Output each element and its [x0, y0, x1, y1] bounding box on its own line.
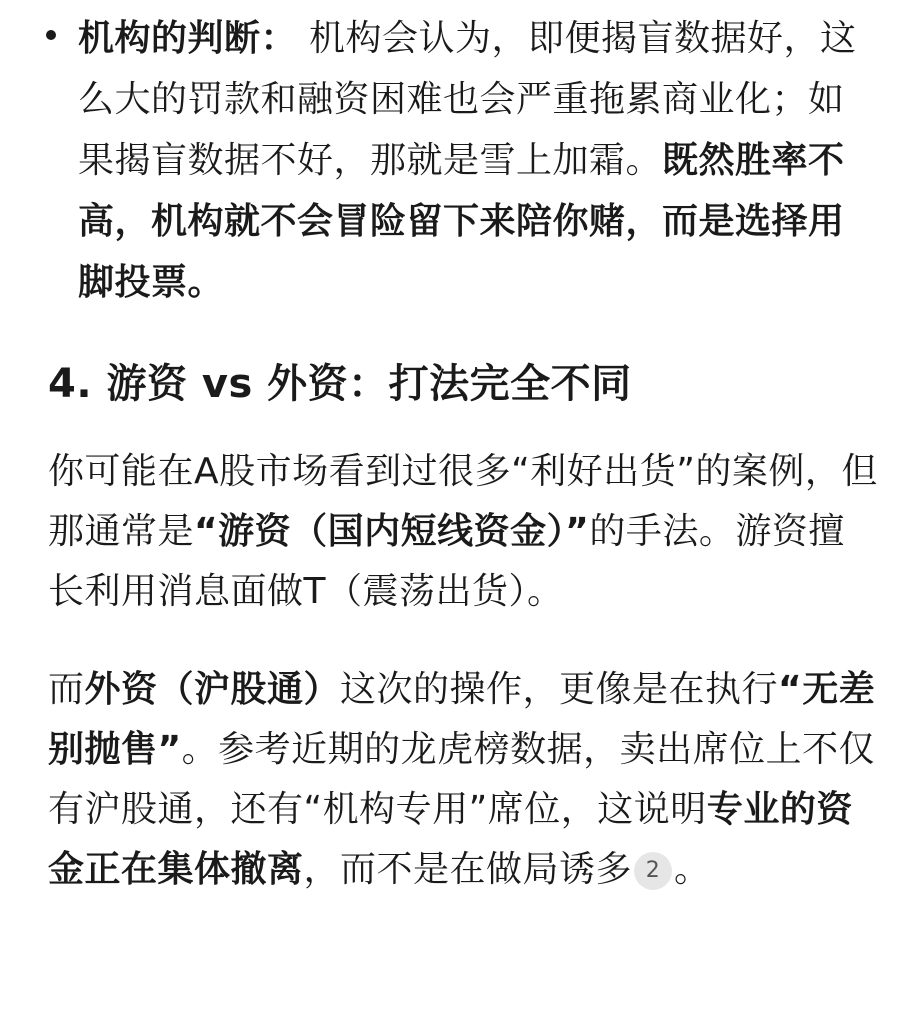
paragraph-2: [48, 660, 878, 900]
para1-text-1: 你可能在A股市场看到过很多“利好出货”的案例，但那通常是: [48, 451, 878, 552]
paragraph-1: [48, 442, 878, 622]
section-heading: 4. 游资 vs 外资：打法完全不同: [48, 361, 632, 407]
para2-text-4: ，而不是在做局诱多: [303, 849, 633, 890]
bullet-dot-icon: [46, 30, 56, 40]
para2-bold-3: 专业的资金正在集体撤离: [48, 789, 853, 890]
para1-text-2: 的手法。游资擅长利用消息面做T（震荡出货）。: [48, 511, 845, 612]
para2-bold-1: 外资（沪股通）: [84, 669, 341, 710]
bullet-bold-text: 既然胜率不高，机构就不会冒险留下来陪你赌，而是选择用脚投票。: [78, 140, 845, 303]
para1-bold-1: “游资（国内短线资金）”: [194, 511, 590, 552]
para2-text-3: 。参考近期的龙虎榜数据，卖出席位上不仅有沪股通，还有“机构专用”席位，这说明: [48, 729, 876, 830]
para2-text-1: 而: [48, 669, 85, 710]
citation-badge[interactable]: 2: [634, 852, 672, 890]
para2-text-5: 。: [674, 849, 711, 890]
para2-bold-2: “无差别抛售”: [48, 669, 876, 770]
para2-text-2: 这次的操作，更像是在执行: [340, 669, 779, 710]
bullet-text: 机构会认为，即便揭盲数据好，这么大的罚款和融资困难也会严重拖累商业化；如果揭盲数据不好，那就是雪上加霜。: [78, 18, 857, 181]
bullet-label: 机构的判断：: [78, 18, 298, 59]
bullet-item: [78, 8, 878, 313]
